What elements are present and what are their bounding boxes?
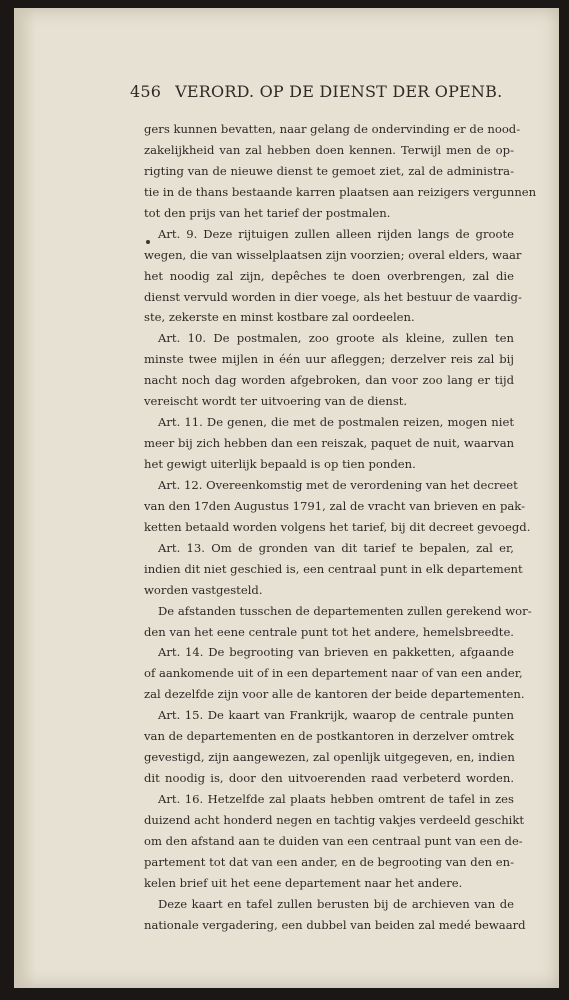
text-line: of aankomende uit of in een departement naar of van een ander, bbox=[144, 666, 523, 681]
text-line: Deze kaart en tafel zullen berusten bij de archieven van de bbox=[158, 896, 514, 911]
text-line: wegen, die van wisselplaatsen zijn voorzien; overal elders, waar bbox=[144, 247, 522, 262]
text-line: dit noodig is, door den uitvoerenden raad verbeterd worden. bbox=[144, 771, 514, 786]
text-line: Art. 16. Hetzelfde zal plaats hebben omtrent de tafel in zes bbox=[158, 792, 514, 806]
text-line: tie in de thans bestaande karren plaatsen aan reizigers vergunnen bbox=[144, 184, 537, 199]
body-text bbox=[144, 119, 537, 936]
text-line: van de departementen en de postkantoren in derzelver omtrek bbox=[144, 729, 514, 744]
text-line: van den 17den Augustus 1791, zal de vracht van brieven en pak- bbox=[144, 498, 526, 513]
text-line: indien dit niet geschied is, een centraal punt in elk departement bbox=[144, 561, 523, 576]
text-line: meer bij zich hebben dan een reiszak, paquet de nuit, waarvan bbox=[144, 436, 515, 451]
text-line: kelen brief uit het eene departement naar het andere. bbox=[144, 875, 463, 890]
text-line: dienst vervuld worden in dier voege, als het bestuur de vaardig- bbox=[144, 289, 522, 304]
running-header bbox=[130, 82, 503, 101]
text-line: den van het eene centrale punt tot het andere, hemelsbreedte. bbox=[144, 624, 514, 639]
text-line: De afstanden tusschen de departementen zullen gerekend wor- bbox=[158, 603, 532, 618]
text-line: gevestigd, zijn aangewezen, zal openlijk uitgegeven, en, indien bbox=[144, 750, 515, 765]
text-line: Art. 14. De begrooting van brieven en pakketten, afgaande bbox=[158, 645, 514, 660]
text-line: Art. 12. Overeenkomstig met de verordening van het decreet bbox=[158, 477, 518, 492]
text-line: worden vastgesteld. bbox=[144, 582, 263, 597]
text-line: Art. 11. De genen, die met de postmalen reizen, mogen niet bbox=[158, 415, 514, 430]
text-line: Art. 9. Deze rijtuigen zullen alleen rijden langs de groote bbox=[158, 226, 514, 241]
text-line: minste twee mijlen in één uur afleggen; derzelver reis zal bij bbox=[144, 352, 514, 367]
text-line: Art. 10. De postmalen, zoo groote als kleine, zullen ten bbox=[158, 331, 514, 346]
page-number: 456 bbox=[130, 82, 162, 101]
running-title: VERORD. OP DE DIENST DER OPENB. bbox=[175, 82, 503, 101]
text-line: Art. 13. Om de gronden van dit tarief te bepalen, zal er, bbox=[158, 540, 514, 555]
text-line: het gewigt uiterlijk bepaald is op tien ponden. bbox=[144, 457, 416, 471]
text-line: het noodig zal zijn, depêches te doen overbrengen, zal die bbox=[144, 268, 514, 283]
text-line: nacht noch dag worden afgebroken, dan voor zoo lang er tijd bbox=[144, 373, 514, 388]
text-line: duizend acht honderd negen en tachtig vakjes verdeeld geschikt bbox=[144, 812, 525, 827]
text-line: zakelijkheid van zal hebben doen kennen. Terwijl men de op- bbox=[144, 142, 514, 157]
text-line: vereischt wordt ter uitvoering van de dienst. bbox=[144, 394, 408, 409]
text-line: tot den prijs van het tarief der postmalen. bbox=[144, 205, 391, 220]
text-line: partement tot dat van een ander, en de begrooting van den en- bbox=[144, 854, 514, 869]
text-line: rigting van de nieuwe dienst te gemoet ziet, zal de administra- bbox=[144, 163, 514, 178]
text-line: zal dezelfde zijn voor alle de kantoren der beide departementen. bbox=[144, 687, 525, 702]
text-line: om den afstand aan te duiden van een centraal punt van een de- bbox=[144, 833, 523, 848]
text-line: ste, zekerste en minst kostbare zal oordeelen. bbox=[144, 310, 415, 325]
text-line: Art. 15. De kaart van Frankrijk, waarop de centrale punten bbox=[158, 708, 514, 723]
text-line: ketten betaald worden volgens het tarief, bij dit decreet gevoegd. bbox=[144, 519, 531, 534]
text-line: nationale vergadering, een dubbel van beiden zal medé bewaard bbox=[144, 917, 526, 932]
text-line: gers kunnen bevatten, naar gelang de ondervinding er de nood- bbox=[144, 122, 521, 136]
